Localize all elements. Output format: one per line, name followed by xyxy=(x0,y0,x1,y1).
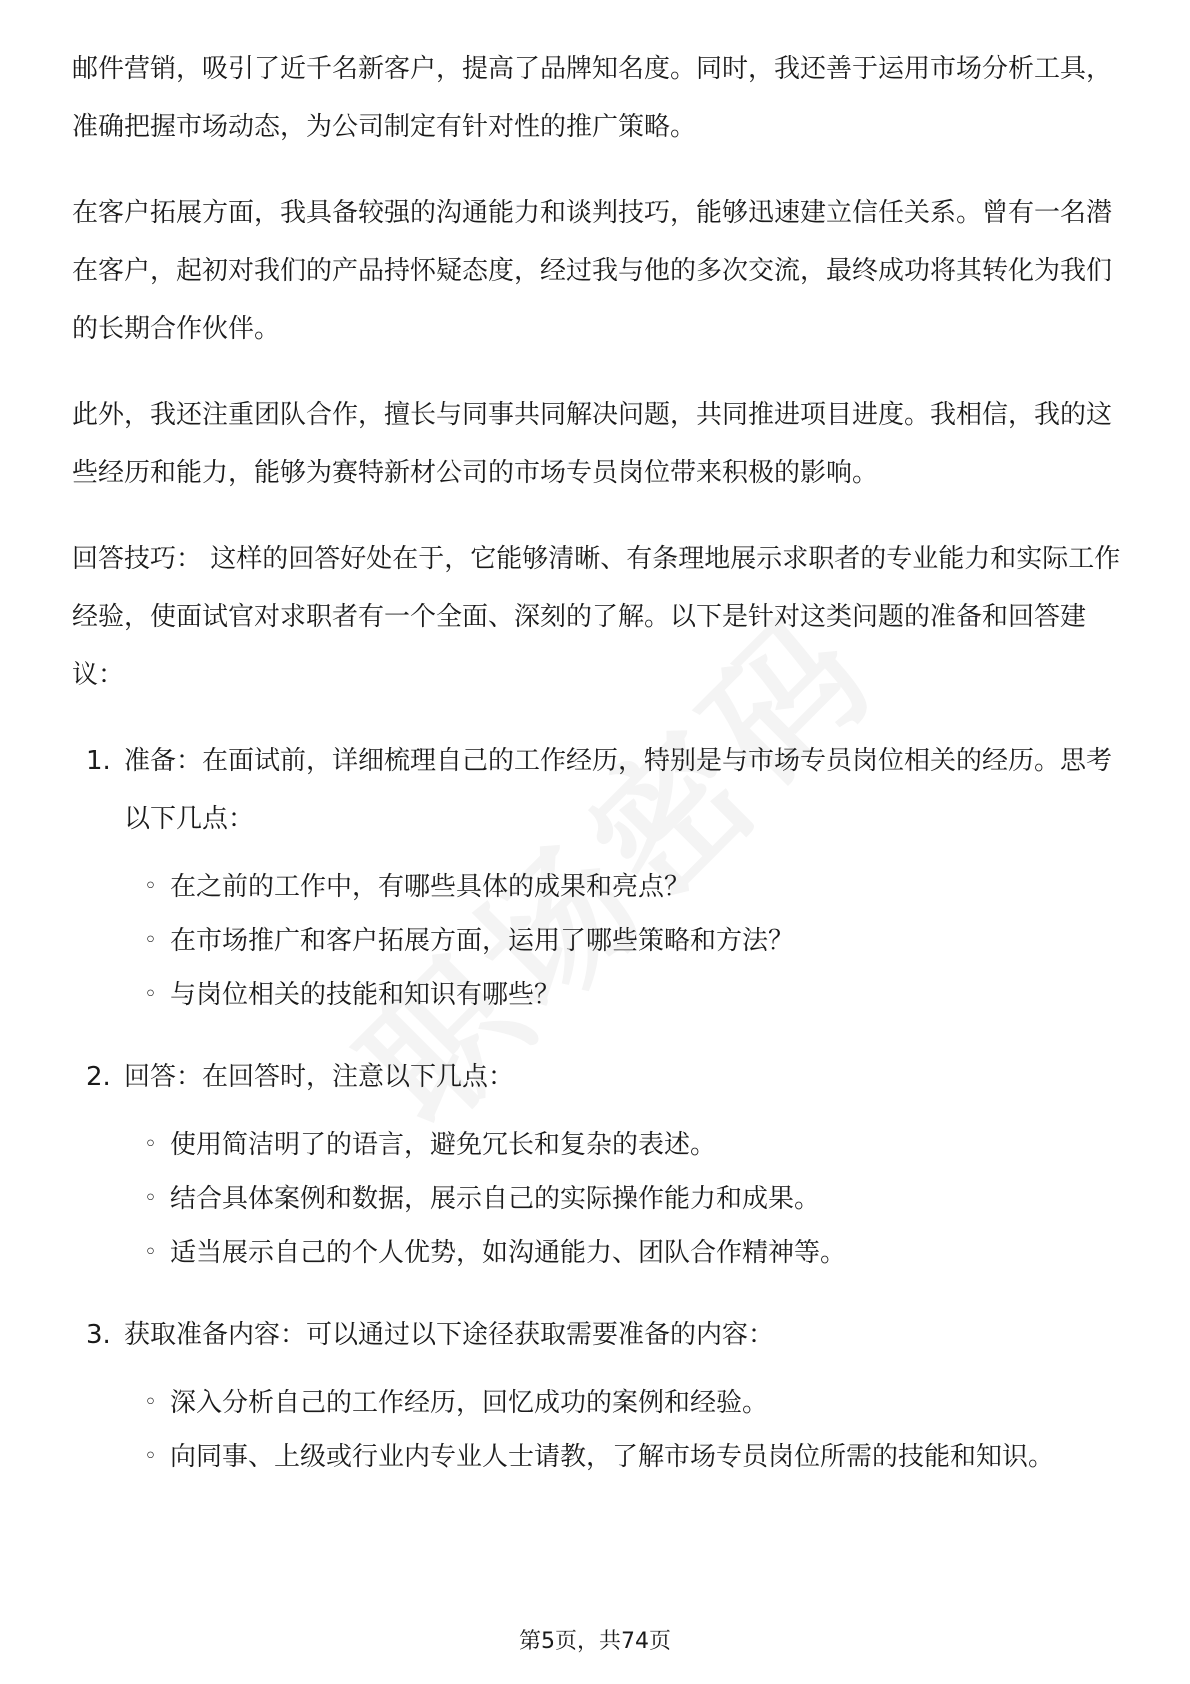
document-body xyxy=(72,40,1122,1510)
bullet-item xyxy=(124,1118,1122,1172)
bullet-text: 使用简洁明了的语言，避免冗长和复杂的表述。 xyxy=(170,1130,717,1160)
answer-tips-paragraph: 回答技巧： 这样的回答好处在于，它能够清晰、有条理地展示求职者的专业能力和实际工作经验，使面试官对求职者有一个全面、深刻的了解。以下是针对这类问题的准备和回答建议： xyxy=(72,544,1121,690)
bullet-text: 与岗位相关的技能和知识有哪些？ xyxy=(170,980,561,1010)
bullet-icon: ◦ xyxy=(144,1444,157,1469)
bullet-item xyxy=(124,1226,1122,1280)
bullet-item xyxy=(124,860,1122,914)
bullet-icon: ◦ xyxy=(144,1132,157,1157)
bullet-text: 结合具体案例和数据，展示自己的实际操作能力和成果。 xyxy=(170,1184,821,1214)
list-item xyxy=(72,1306,1122,1484)
list-item-text: 准备：在面试前，详细梳理自己的工作经历，特别是与市场专员岗位相关的经历。思考以下几点： xyxy=(124,746,1113,834)
bullet-item xyxy=(124,914,1122,968)
bullet-icon: ◦ xyxy=(144,1390,157,1415)
bullet-text: 深入分析自己的工作经历，回忆成功的案例和经验。 xyxy=(170,1388,769,1418)
list-number: 1. xyxy=(86,746,111,776)
numbered-list xyxy=(72,732,1122,1484)
page-number: 第5页，共74页 xyxy=(519,1629,671,1654)
list-item xyxy=(72,1048,1122,1280)
bullet-item xyxy=(124,1172,1122,1226)
bullet-item xyxy=(124,1430,1122,1484)
list-item-text: 回答：在回答时，注意以下几点： xyxy=(124,1062,515,1092)
body-paragraph: 在客户拓展方面，我具备较强的沟通能力和谈判技巧，能够迅速建立信任关系。曾有一名潜在客户，起初对我们的产品持怀疑态度，经过我与他的多次交流，最终成功将其转化为我们的长期合作伙伴。 xyxy=(72,198,1113,344)
bullet-item xyxy=(124,968,1122,1022)
bullet-list xyxy=(124,1376,1122,1484)
bullet-text: 在之前的工作中，有哪些具体的成果和亮点？ xyxy=(170,872,691,902)
list-number: 3. xyxy=(86,1320,111,1350)
bullet-icon: ◦ xyxy=(144,1240,157,1265)
body-paragraph: 此外，我还注重团队合作，擅长与同事共同解决问题，共同推进项目进度。我相信，我的这些经历和能力，能够为赛特新材公司的市场专员岗位带来积极的影响。 xyxy=(72,400,1113,488)
bullet-icon: ◦ xyxy=(144,874,157,899)
list-item xyxy=(72,732,1122,1022)
bullet-icon: ◦ xyxy=(144,982,157,1007)
bullet-item xyxy=(124,1376,1122,1430)
bullet-text: 向同事、上级或行业内专业人士请教，了解市场专员岗位所需的技能和知识。 xyxy=(170,1442,1055,1472)
bullet-text: 适当展示自己的个人优势，如沟通能力、团队合作精神等。 xyxy=(170,1238,847,1268)
list-item-text: 获取准备内容：可以通过以下途径获取需要准备的内容： xyxy=(124,1320,775,1350)
list-number: 2. xyxy=(86,1062,111,1092)
bullet-icon: ◦ xyxy=(144,928,157,953)
bullet-icon: ◦ xyxy=(144,1186,157,1211)
bullet-list xyxy=(124,860,1122,1022)
bullet-list xyxy=(124,1118,1122,1280)
body-paragraph: 邮件营销，吸引了近千名新客户，提高了品牌知名度。同时，我还善于运用市场分析工具，准确把握市场动态，为公司制定有针对性的推广策略。 xyxy=(72,54,1113,142)
bullet-text: 在市场推广和客户拓展方面，运用了哪些策略和方法？ xyxy=(170,926,795,956)
